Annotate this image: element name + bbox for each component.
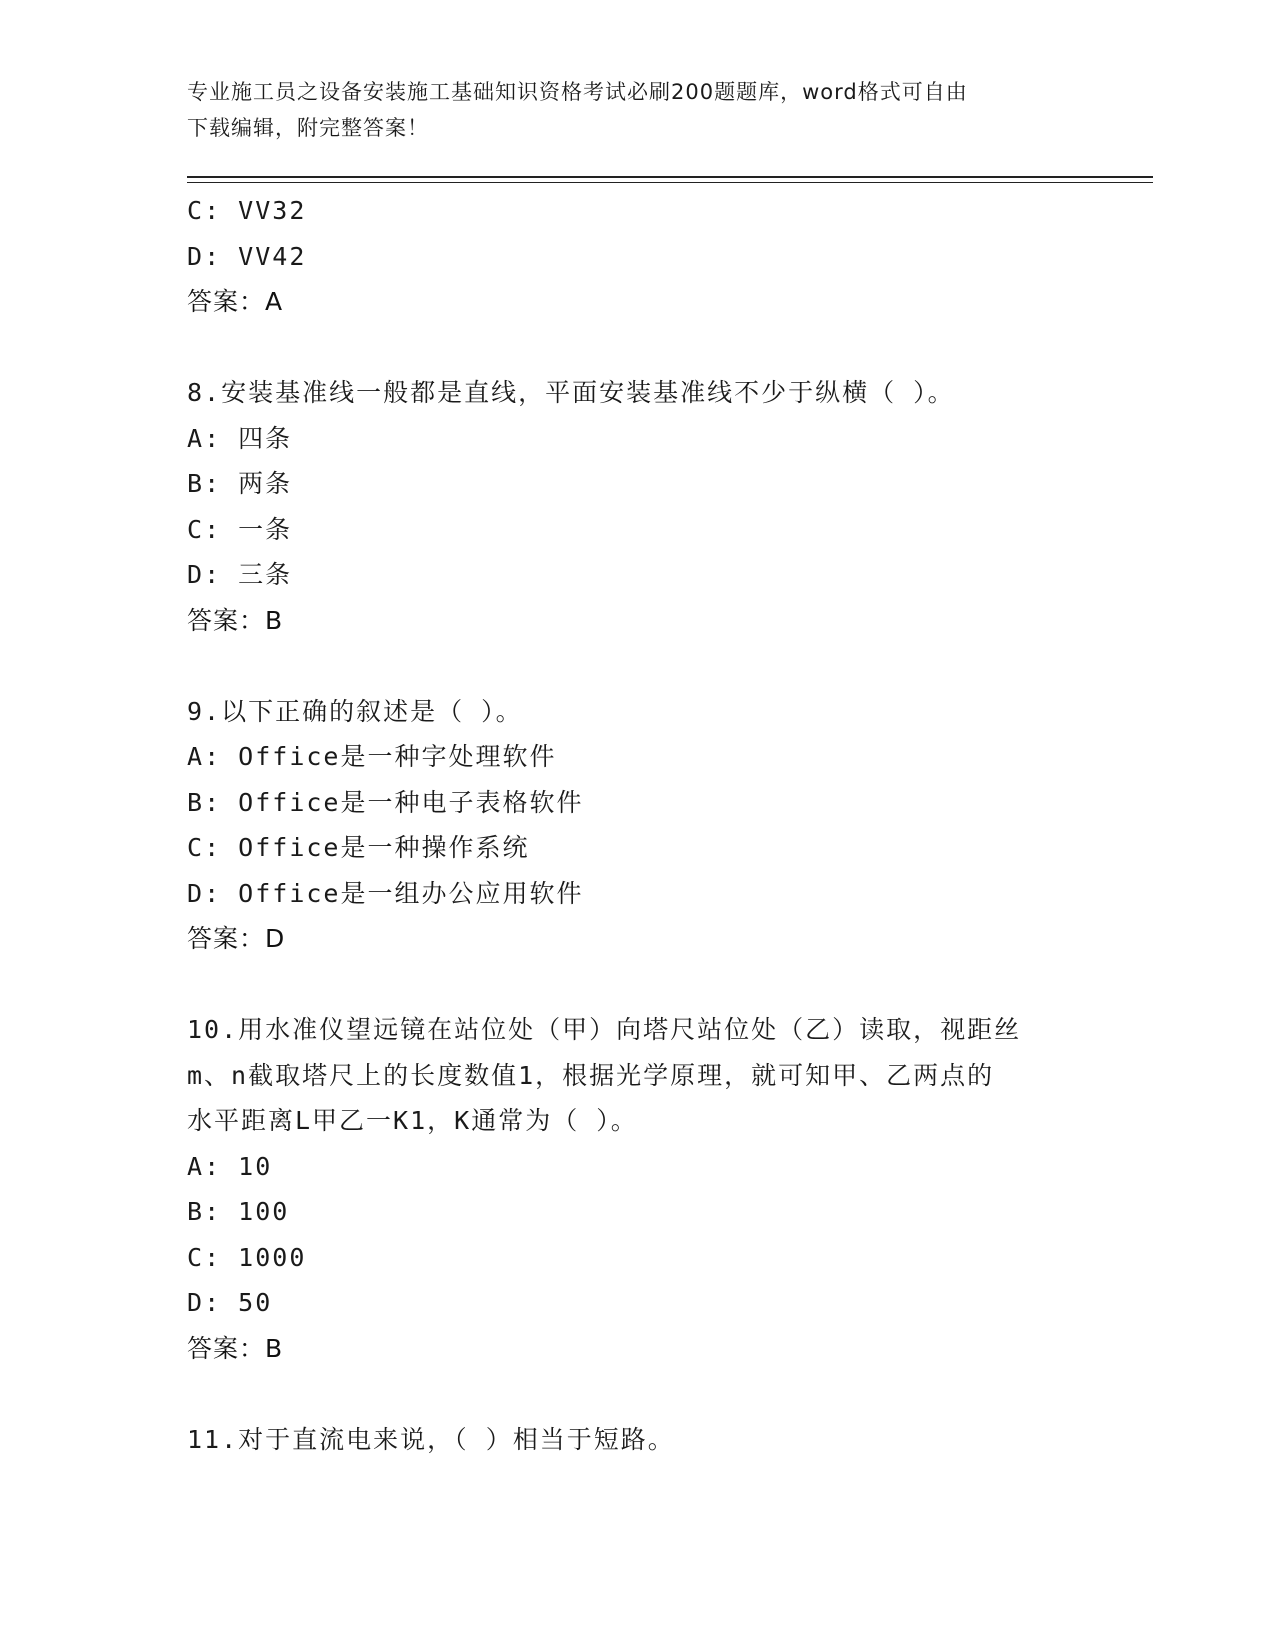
- option-text: 两条: [238, 469, 293, 498]
- option-letter: D: [187, 241, 205, 271]
- question-10-block: [187, 1007, 1127, 1371]
- question-text-line-3: 水平距离L甲乙一K1，K通常为（ ）。: [187, 1106, 638, 1135]
- option-b: B: Office是一种电子表格软件: [187, 787, 584, 817]
- option-letter: C: [187, 1242, 205, 1272]
- question-text-line-2: m、n截取塔尺上的长度数值1，根据光学原理，就可知甲、乙两点的: [187, 1060, 995, 1090]
- option-text: Office是一组办公应用软件: [238, 878, 584, 908]
- answer-line: 答案：D: [187, 924, 286, 953]
- option-text: 一条: [238, 514, 293, 544]
- question-text-line-1: 10.用水准仪望远镜在站位处（甲）向塔尺站位处（乙）读取，视距丝: [187, 1015, 1022, 1044]
- option-letter: A: [187, 1151, 205, 1181]
- prev-question-block: [187, 188, 1127, 325]
- option-letter: D: [187, 878, 205, 908]
- question-text: 9.以下正确的叙述是（ ）。: [187, 696, 523, 726]
- option-text: Office是一种电子表格软件: [238, 787, 584, 817]
- document-header: [187, 74, 1087, 146]
- option-letter: D: [187, 560, 205, 589]
- option-letter: B: [187, 787, 205, 817]
- question-text: 8.安装基准线一般都是直线，平面安装基准线不少于纵横（ ）。: [187, 378, 955, 407]
- option-text: Office是一种操作系统: [238, 833, 530, 862]
- option-c: C: VV32: [187, 196, 307, 225]
- option-text: 50: [238, 1288, 273, 1317]
- header-title-line-2: 下载编辑，附完整答案！: [187, 116, 429, 140]
- option-letter: C: [187, 196, 205, 225]
- option-letter: B: [187, 469, 205, 498]
- answer-line: 答案：A: [187, 287, 284, 316]
- question-text: 11.对于直流电来说，（ ）相当于短路。: [187, 1424, 675, 1454]
- answer-line: 答案：B: [187, 605, 284, 635]
- option-letter: B: [187, 1197, 205, 1226]
- option-text: Office是一种字处理软件: [238, 742, 557, 771]
- option-d: D: 50: [187, 1288, 273, 1317]
- option-letter: A: [187, 742, 205, 771]
- header-divider-thick: [187, 176, 1153, 178]
- question-11-block: [187, 1417, 1127, 1463]
- option-a: A: Office是一种字处理软件: [187, 742, 557, 771]
- option-text: 100: [238, 1197, 290, 1226]
- option-text: 三条: [238, 560, 293, 589]
- option-letter: A: [187, 423, 205, 453]
- option-b: B: 100: [187, 1197, 290, 1226]
- option-b: B: 两条: [187, 469, 293, 498]
- option-d: D: VV42: [187, 241, 307, 271]
- spacer: [187, 643, 1127, 689]
- option-letter: C: [187, 833, 205, 862]
- answer-line: 答案：B: [187, 1333, 284, 1363]
- header-title-line-1: 专业施工员之设备安装施工基础知识资格考试必刷200题题库，word格式可自由: [187, 80, 968, 104]
- spacer: [187, 325, 1127, 371]
- option-d: D: Office是一组办公应用软件: [187, 878, 584, 908]
- option-text: 四条: [238, 423, 293, 453]
- option-text: 1000: [238, 1242, 307, 1272]
- option-c: C: Office是一种操作系统: [187, 833, 530, 862]
- question-8-block: [187, 370, 1127, 643]
- option-letter: D: [187, 1288, 205, 1317]
- header-divider-thin: [187, 182, 1153, 183]
- option-c: C: 一条: [187, 514, 293, 544]
- question-9-block: [187, 689, 1127, 962]
- option-text: VV32: [238, 196, 307, 225]
- option-d: D: 三条: [187, 560, 293, 589]
- option-a: A: 四条: [187, 423, 293, 453]
- option-text: VV42: [238, 241, 307, 271]
- spacer: [187, 962, 1127, 1008]
- option-letter: C: [187, 514, 205, 544]
- option-text: 10: [238, 1151, 273, 1181]
- question-list: [187, 188, 1127, 1462]
- option-c: C: 1000: [187, 1242, 307, 1272]
- option-a: A: 10: [187, 1151, 273, 1181]
- spacer: [187, 1371, 1127, 1417]
